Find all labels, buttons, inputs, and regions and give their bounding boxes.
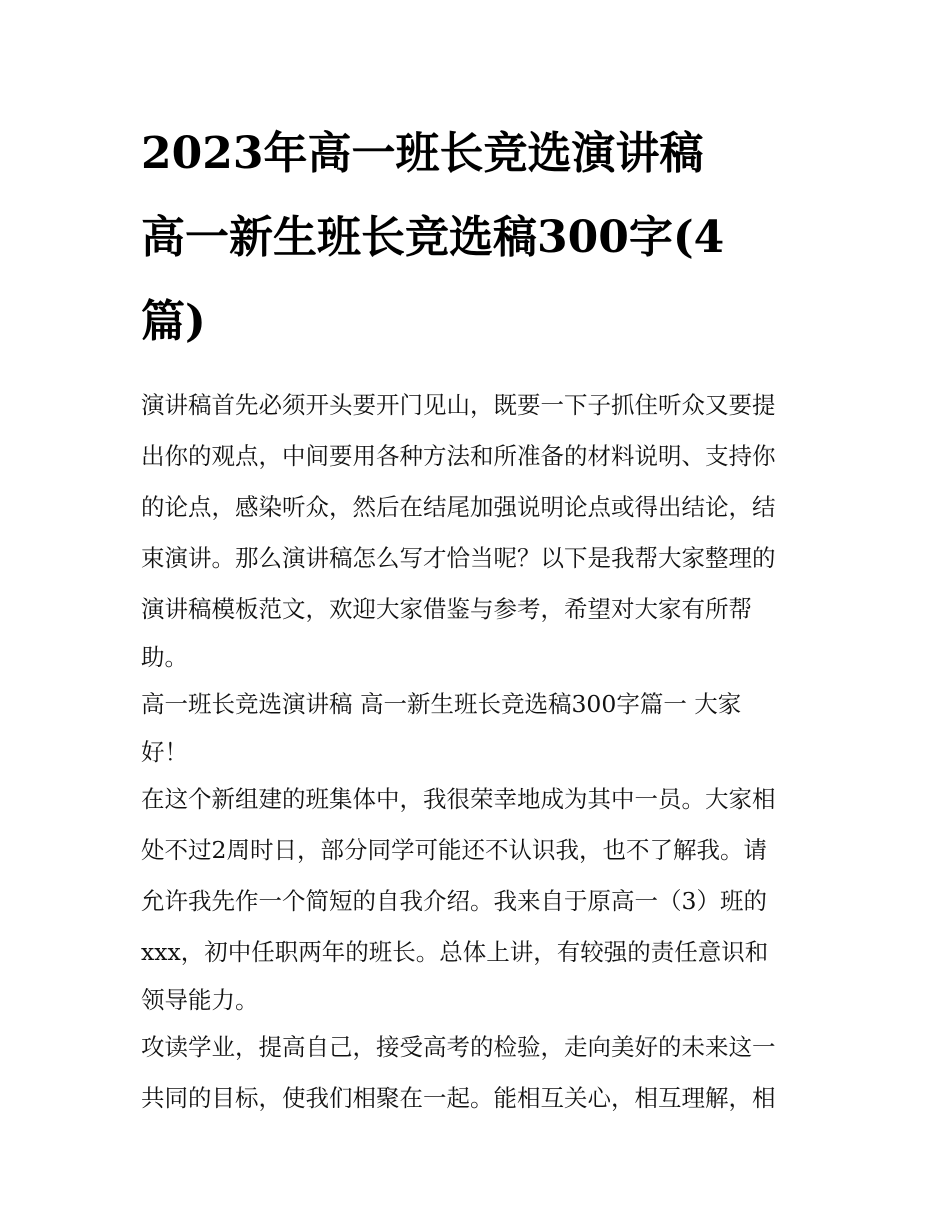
text-line: 处不过2周时日，部分同学可能还不认识我，也不了解我。请 <box>141 836 767 864</box>
text-line: 攻读学业，提高自己，接受高考的检验，走向美好的未来这一 <box>141 1033 776 1061</box>
text-line: 演讲稿首先必须开头要开门见山，既要一下子抓住听众又要提 <box>141 391 776 419</box>
title-line-1: 2023年高一班长竞选演讲稿 <box>141 128 704 179</box>
paragraph-goals <box>141 1022 816 1124</box>
text-line: 助。 <box>141 643 188 671</box>
text-line: 的论点，感染听众，然后在结尾加强说明论点或得出结论，结 <box>141 493 776 521</box>
document-body <box>141 380 816 1124</box>
text-line: 束演讲。那么演讲稿怎么写才恰当呢？以下是我帮大家整理的 <box>141 544 776 572</box>
text-line: 演讲稿模板范文，欢迎大家借鉴与参考，希望对大家有所帮 <box>141 595 752 623</box>
title-line-3: 篇) <box>141 296 206 347</box>
text-line: 领导能力。 <box>141 986 259 1014</box>
paragraph-heading-greeting <box>141 679 816 774</box>
document-content <box>141 112 816 1124</box>
title-line-2: 高一新生班长竞选稿300字(4 <box>141 212 725 263</box>
paragraph-self-intro <box>141 774 816 1022</box>
text-line: 出你的观点，中间要用各种方法和所准备的材料说明、支持你 <box>141 442 776 470</box>
text-line: 允许我先作一个简短的自我介绍。我来自于原高一（3）班的 <box>141 887 767 915</box>
document-title <box>141 112 816 364</box>
text-line: 共同的目标，使我们相聚在一起。能相互关心，相互理解，相 <box>141 1084 776 1112</box>
paragraph-intro <box>141 380 816 679</box>
text-line: xxx，初中任职两年的班长。总体上讲，有较强的责任意识和 <box>141 938 769 966</box>
text-line: 在这个新组建的班集体中，我很荣幸地成为其中一员。大家相 <box>141 785 776 813</box>
text-line: 好！ <box>141 738 188 766</box>
text-line: 高一班长竞选演讲稿 高一新生班长竞选稿300字篇一 大家 <box>141 690 742 718</box>
